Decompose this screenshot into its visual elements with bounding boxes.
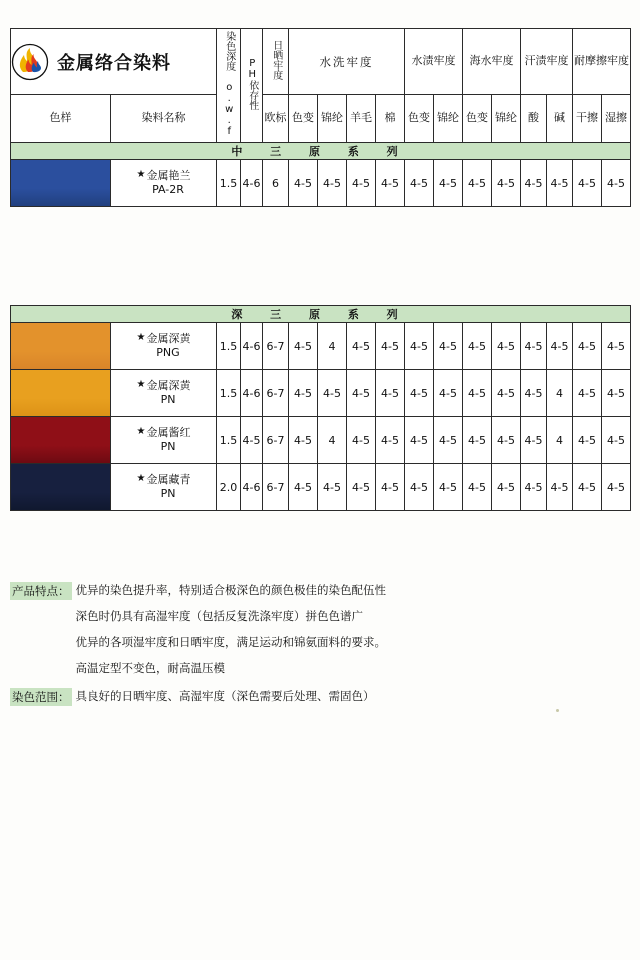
header-rub-dry: 干擦 [573, 95, 602, 143]
value-rub-dry: 4-5 [573, 370, 602, 417]
value-wash-cotton: 4-5 [376, 464, 405, 511]
header-wash-nylon: 锦纶 [318, 95, 347, 143]
value-water-nylon: 4-5 [434, 370, 463, 417]
value-ph: 4-6 [241, 323, 263, 370]
value-wash-change: 4-5 [289, 464, 318, 511]
value-persp-acid: 4-5 [521, 323, 547, 370]
star-icon: ★ [136, 169, 146, 181]
value-seawater-change: 4-5 [463, 370, 492, 417]
feature-row [10, 608, 630, 626]
value-seawater-nylon: 4-5 [492, 370, 521, 417]
table-medium-series [10, 28, 631, 207]
value-depth: 1.5 [217, 160, 241, 207]
table-row [11, 370, 631, 417]
value-rub-dry: 4-5 [573, 417, 602, 464]
value-water-nylon: 4-5 [434, 464, 463, 511]
feature-text: 优异的染色提升率，特别适合极深色的颜色极佳的染色配伍性 [75, 583, 386, 597]
spacer-label [10, 660, 72, 678]
value-persp-alkali: 4-5 [547, 160, 573, 207]
feature-text: 优异的各项湿牢度和日晒牢度，满足运动和锦氨面料的要求。 [75, 635, 386, 649]
value-wash-cotton: 4-5 [376, 323, 405, 370]
value-wash-nylon: 4-5 [318, 464, 347, 511]
header-perspiration-acid: 酸 [521, 95, 547, 143]
value-water-nylon: 4-5 [434, 417, 463, 464]
range-label: 染色范围： [12, 690, 70, 704]
value-seawater-nylon: 4-5 [492, 464, 521, 511]
value-persp-acid: 4-5 [521, 464, 547, 511]
value-rub-dry: 4-5 [573, 160, 602, 207]
value-light: 6-7 [263, 323, 289, 370]
header-seawater-color-change: 色变 [463, 95, 492, 143]
value-wash-wool: 4-5 [347, 417, 376, 464]
value-wash-change: 4-5 [289, 323, 318, 370]
value-persp-acid: 4-5 [521, 370, 547, 417]
header-perspiration-fastness: 汗渍牢度 [521, 29, 573, 95]
table-row [11, 160, 631, 207]
header-seawater-fastness: 海水牢度 [463, 29, 521, 95]
notes-block [10, 582, 630, 714]
star-icon: ★ [136, 473, 146, 485]
value-depth: 2.0 [217, 464, 241, 511]
spacer-label [10, 608, 72, 626]
brand-title: 金属络合染料 [57, 52, 171, 74]
table-deep-series [10, 305, 631, 511]
value-water-change: 4-5 [405, 160, 434, 207]
value-water-change: 4-5 [405, 323, 434, 370]
header-light-fastness: 日晒牢度 [263, 29, 289, 95]
header-rub-fastness: 耐摩擦牢度 [573, 29, 631, 95]
table-row [11, 417, 631, 464]
value-ph: 4-6 [241, 464, 263, 511]
features-label: 产品特点： [12, 584, 70, 598]
value-wash-change: 4-5 [289, 160, 318, 207]
value-persp-alkali: 4-5 [547, 323, 573, 370]
value-wash-wool: 4-5 [347, 370, 376, 417]
value-seawater-nylon: 4-5 [492, 323, 521, 370]
value-wash-cotton: 4-5 [376, 370, 405, 417]
value-persp-alkali: 4 [547, 417, 573, 464]
header-wash-cotton: 棉 [376, 95, 405, 143]
color-swatch [11, 323, 111, 370]
dye-name-cell: ★金属深黄 PN [111, 370, 217, 417]
header-wash-wool: 羊毛 [347, 95, 376, 143]
value-persp-acid: 4-5 [521, 417, 547, 464]
header-row-sub [11, 95, 631, 143]
value-ph: 4-6 [241, 160, 263, 207]
value-wash-wool: 4-5 [347, 323, 376, 370]
value-seawater-change: 4-5 [463, 417, 492, 464]
value-wash-nylon: 4 [318, 323, 347, 370]
table-row [11, 323, 631, 370]
header-dye-name: 染料名称 [111, 95, 217, 143]
paper-speck [556, 709, 559, 712]
range-text: 具良好的日晒牢度、高湿牢度（深色需要后处理、需固色） [75, 689, 375, 703]
header-seawater-nylon: 锦纶 [492, 95, 521, 143]
series-banner-medium: 中 三 原 系 列 [11, 143, 631, 160]
header-euro-standard: 欧标 [263, 95, 289, 143]
value-wash-wool: 4-5 [347, 160, 376, 207]
value-light: 6-7 [263, 417, 289, 464]
feature-row [10, 582, 630, 600]
value-water-change: 4-5 [405, 464, 434, 511]
dye-name-cell: ★金属艳兰 PA-2R [111, 160, 217, 207]
star-icon: ★ [136, 379, 146, 391]
star-icon: ★ [136, 426, 146, 438]
range-row [10, 688, 630, 706]
value-light: 6-7 [263, 370, 289, 417]
value-rub-wet: 4-5 [602, 417, 631, 464]
value-wash-cotton: 4-5 [376, 160, 405, 207]
header-water-fastness: 水渍牢度 [405, 29, 463, 95]
table-row [11, 464, 631, 511]
value-wash-nylon: 4 [318, 417, 347, 464]
value-depth: 1.5 [217, 417, 241, 464]
feature-text: 高温定型不变色，耐高温压模 [75, 661, 225, 675]
spacer-label [10, 634, 72, 652]
value-water-change: 4-5 [405, 370, 434, 417]
value-persp-acid: 4-5 [521, 160, 547, 207]
series-banner-deep: 深 三 原 系 列 [11, 306, 631, 323]
dye-name-cell: ★金属藏青 PN [111, 464, 217, 511]
color-swatch [11, 464, 111, 511]
value-light: 6 [263, 160, 289, 207]
value-ph: 4-6 [241, 370, 263, 417]
header-swatch: 色样 [11, 95, 111, 143]
dye-name-cell: ★金属酱红 PN [111, 417, 217, 464]
value-depth: 1.5 [217, 323, 241, 370]
value-persp-alkali: 4 [547, 370, 573, 417]
header-rub-wet: 湿擦 [602, 95, 631, 143]
value-depth: 1.5 [217, 370, 241, 417]
color-swatch [11, 370, 111, 417]
brand-cell [11, 29, 217, 95]
value-rub-dry: 4-5 [573, 323, 602, 370]
color-swatch [11, 160, 111, 207]
value-wash-change: 4-5 [289, 417, 318, 464]
value-wash-wool: 4-5 [347, 464, 376, 511]
value-rub-wet: 4-5 [602, 323, 631, 370]
header-ph: PH依存性 [241, 29, 263, 143]
value-wash-nylon: 4-5 [318, 370, 347, 417]
value-rub-dry: 4-5 [573, 464, 602, 511]
value-wash-cotton: 4-5 [376, 417, 405, 464]
header-wash-fastness: 水洗牢度 [289, 29, 405, 95]
dye-name-cell: ★金属深黄 PNG [111, 323, 217, 370]
header-water-nylon: 锦纶 [434, 95, 463, 143]
value-seawater-change: 4-5 [463, 160, 492, 207]
value-rub-wet: 4-5 [602, 370, 631, 417]
value-seawater-nylon: 4-5 [492, 417, 521, 464]
value-seawater-nylon: 4-5 [492, 160, 521, 207]
value-rub-wet: 4-5 [602, 464, 631, 511]
value-persp-alkali: 4-5 [547, 464, 573, 511]
feature-row [10, 660, 630, 678]
header-depth: 染色深度 o.w.f [217, 29, 241, 143]
flame-logo-icon [11, 43, 49, 81]
value-water-nylon: 4-5 [434, 323, 463, 370]
value-seawater-change: 4-5 [463, 464, 492, 511]
header-perspiration-alkali: 碱 [547, 95, 573, 143]
header-wash-color-change: 色变 [289, 95, 318, 143]
value-wash-change: 4-5 [289, 370, 318, 417]
color-swatch [11, 417, 111, 464]
value-light: 6-7 [263, 464, 289, 511]
star-icon: ★ [136, 332, 146, 344]
header-row-groups [11, 29, 631, 95]
feature-text: 深色时仍具有高湿牢度（包括反复洗涤牢度）拼色色谱广 [75, 609, 363, 623]
feature-row [10, 634, 630, 652]
header-water-color-change: 色变 [405, 95, 434, 143]
value-rub-wet: 4-5 [602, 160, 631, 207]
value-wash-nylon: 4-5 [318, 160, 347, 207]
value-seawater-change: 4-5 [463, 323, 492, 370]
value-water-change: 4-5 [405, 417, 434, 464]
value-ph: 4-5 [241, 417, 263, 464]
value-water-nylon: 4-5 [434, 160, 463, 207]
